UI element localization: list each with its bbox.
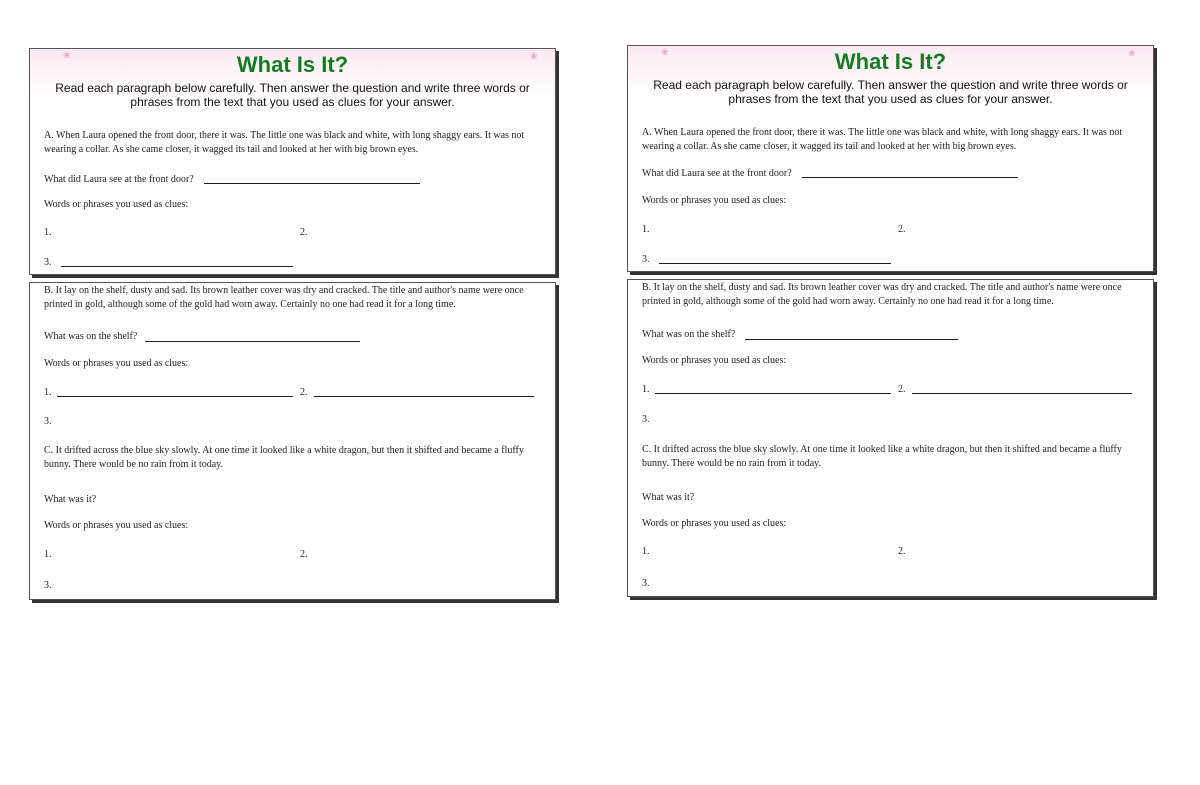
flower-icon: ❀ [661,48,669,58]
paragraph-a: A. When Laura opened the front door, there it was. The little one was black and white, with long shaggy ears. It was not wearing a collar. As she came closer, it wagged its tail and looked at her with big brown eyes. [44,130,525,155]
clue-number-3: 3. [642,578,650,589]
worksheet-instructions: Read each paragraph below carefully. Then answer the question and write three words or phrases from the text that you used as clues for your answer. [653,78,1128,106]
clue-number-2: 2. [300,387,308,398]
clue-number-1: 1. [642,384,650,395]
clue-number-1: 1. [44,227,52,238]
paragraph-c: C. It drifted across the blue sky slowly. At one time it looked like a white dragon, but then it shifted and became a fluffy bunny. There would be no rain from it today. [44,445,524,470]
answer-line-a [204,183,420,184]
clue-number-1: 1. [44,387,52,398]
clue-line-1 [57,396,293,397]
clue-number-2: 2. [898,384,906,395]
flower-icon: ❀ [530,52,538,62]
flower-icon: ❀ [1128,49,1136,59]
answer-line-a [802,177,1018,178]
clue-line-2 [912,393,1132,394]
clue-number-3: 3. [642,254,650,265]
clue-number-3: 3. [44,416,52,427]
clue-line-3 [61,266,293,267]
clue-number-1: 1. [642,224,650,235]
clue-number-2: 2. [300,227,308,238]
clues-label-b: Words or phrases you used as clues: [642,355,787,366]
clue-line-2 [314,396,534,397]
clues-label-a: Words or phrases you used as clues: [44,199,189,210]
worksheet-title: What Is It? [236,52,349,77]
worksheet-title: What Is It? [834,49,947,74]
clue-line-3 [659,263,891,264]
answer-line-b [145,341,360,342]
paragraph-b: B. It lay on the shelf, dusty and sad. Its brown leather cover was dry and cracked. The title and author's name were once printed in gold, although some of the gold had worn away. Certainly no one had read it for a long time. [642,282,1122,307]
clue-number-2: 2. [300,549,308,560]
paragraph-b: B. It lay on the shelf, dusty and sad. Its brown leather cover was dry and cracked. The title and author's name were once printed in gold, although some of the gold had worn away. Certainly no one had read it for a long time. [44,285,524,310]
clue-number-1: 1. [44,549,52,560]
question-a: What did Laura see at the front door? [642,168,792,179]
question-c: What was it? [642,492,695,503]
clue-line-1 [655,393,891,394]
paragraph-c: C. It drifted across the blue sky slowly. At one time it looked like a white dragon, but then it shifted and became a fluffy bunny. There would be no rain from it today. [642,444,1122,469]
clues-label-c: Words or phrases you used as clues: [642,518,787,529]
clue-number-3: 3. [44,580,52,591]
clues-label-c: Words or phrases you used as clues: [44,520,189,531]
question-b: What was on the shelf? [642,329,736,340]
worksheet-header-panel [29,48,556,275]
clue-number-2: 2. [898,546,906,557]
worksheet-body-panel [627,279,1154,597]
question-a: What did Laura see at the front door? [44,174,194,185]
clue-number-1: 1. [642,546,650,557]
worksheet-body-panel [29,282,556,600]
worksheet-instructions: Read each paragraph below carefully. Then answer the question and write three words or phrases from the text that you used as clues for your answer. [55,81,530,109]
clues-label-a: Words or phrases you used as clues: [642,195,787,206]
question-b: What was on the shelf? [44,331,138,342]
question-c: What was it? [44,494,97,505]
flower-icon: ❀ [63,51,71,61]
clues-label-b: Words or phrases you used as clues: [44,358,189,369]
clue-number-3: 3. [642,414,650,425]
paragraph-a: A. When Laura opened the front door, there it was. The little one was black and white, with long shaggy ears. It was not wearing a collar. As she came closer, it wagged its tail and looked at her with big brown eyes. [642,127,1123,152]
clue-number-2: 2. [898,224,906,235]
worksheet-header-panel [627,45,1154,272]
answer-line-b [745,339,958,340]
clue-number-3: 3. [44,257,52,268]
